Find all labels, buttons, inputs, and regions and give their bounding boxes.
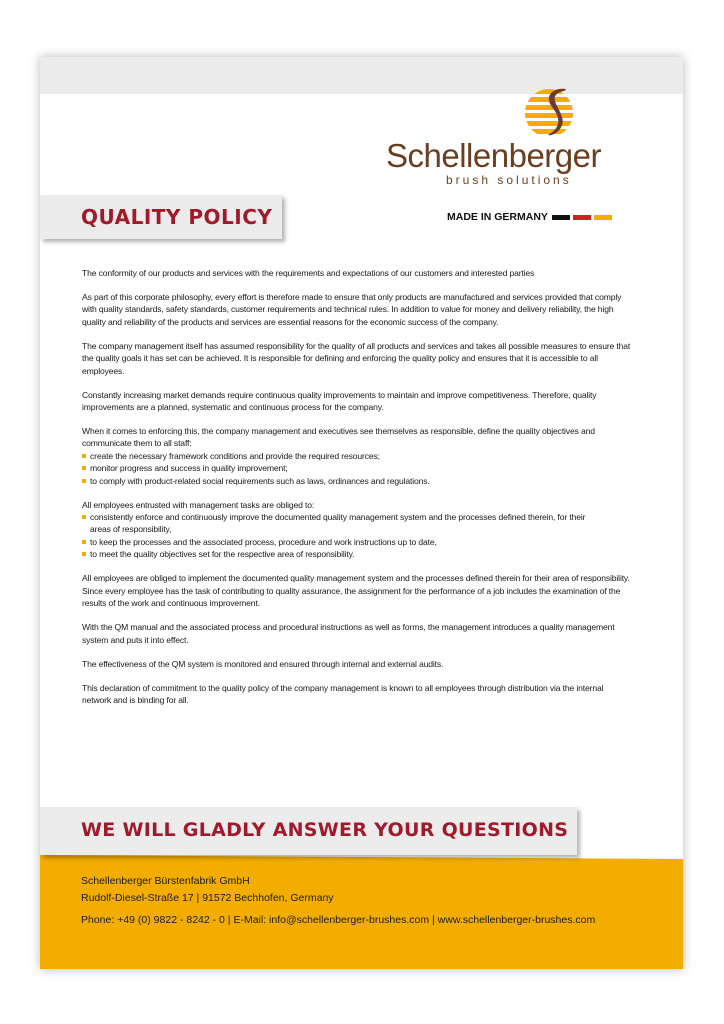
paragraph: All employees entrusted with management tasks are obliged to: [82,499,315,510]
title-box [40,195,282,239]
footer-banner [40,807,577,855]
made-in-germany-badge [447,211,612,223]
paragraph: With the QM manual and the associated process and procedural instructions as well as forms, the management introduces a quality management system and puts it into effect. [82,622,615,645]
list-item: to keep the processes and the associated process, procedure and work instructions up to date, [82,536,634,548]
flag-gold-bar [594,215,612,220]
brand-tagline: brush solutions [446,173,572,187]
list-item: to comply with product-related social requirements such as laws, ordinances and regulations. [82,475,634,487]
made-in-label: MADE IN GERMANY [447,211,548,223]
list-item: create the necessary framework conditions and provide the required resources; [82,450,634,462]
paragraph: This declaration of commitment to the quality policy of the company management is known to all employees through distribution via the internal network and is binding for all. [82,682,604,705]
document-page [40,57,683,969]
paragraph: The conformity of our products and services with the requirements and expectations of our customers and interested parties [82,268,535,278]
list-item: consistently enforce and continuously improve the documented quality management system and the processes defined therein, for their areas of responsibility, [82,511,634,536]
flag-red-bar [573,215,591,220]
paragraph: The company management itself has assumed responsibility for the quality of all products and services and takes all possible measures to ensure that the quality goals it has set can be achieved. It is responsible for defining and enforcing the quality policy and ensures that it is accessible to all employees. [82,340,631,376]
management-duties-list [82,450,634,487]
paragraph: As part of this corporate philosophy, every effort is therefore made to ensure that only products are manufactured and services provided that comply with quality standards, safety standards, customer requirements and technical rules. In addition to value for money and delivery reliability, the high quality and reliability of the products and services are essential reasons for the economic success of the company. [82,292,622,327]
brand-name: Schellenberger [386,137,601,174]
brand-logo-icon [522,83,580,143]
employee-obligations-list [82,511,634,561]
footer-heading: WE WILL GLADLY ANSWER YOUR QUESTIONS [81,819,569,841]
paragraph: Constantly increasing market demands require continuous quality improvements to maintain and improve competitiveness. Therefore, quality improvements are a planned, systematic and continuous process for the company. [82,389,597,413]
list-item: to meet the quality objectives set for the respective area of responsibility. [82,548,634,560]
header-band [40,57,683,94]
list-item: monitor progress and success in quality improvement; [82,462,634,474]
contact-line: Phone: +49 (0) 9822 - 8242 - 0 | E-Mail: info@schellenberger-brushes.com | www.schellenberger-brushes.com [81,914,596,926]
company-name: Schellenberger Bürstenfabrik GmbH [81,875,250,887]
paragraph: When it comes to enforcing this, the company management and executives see themselves as responsible, define the quality objectives and communicate them to all staff: [82,426,595,449]
paragraph: All employees are obliged to implement the documented quality management system and the processes defined therein for their area of responsibility. Since every employee has the task of contributing to quality assurance, the assignment for the performance of a job includes the examination of the results of the work and continuous improvement. [82,573,630,609]
paragraph: The effectiveness of the QM system is monitored and ensured through internal and external audits. [82,658,444,669]
policy-body [82,267,634,718]
company-address: Rudolf-Diesel-Straße 17 | 91572 Bechhofen, Germany [81,892,334,904]
page-title: QUALITY POLICY [81,205,273,229]
footer-contact-block [81,873,671,929]
flag-black-bar [552,215,570,220]
